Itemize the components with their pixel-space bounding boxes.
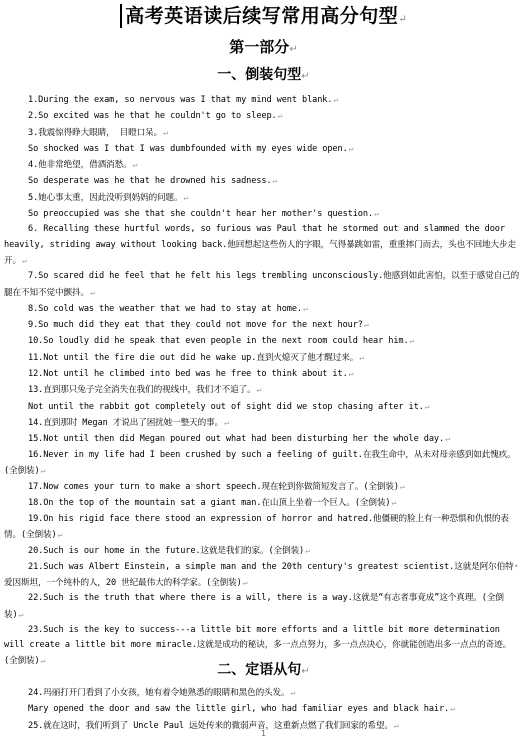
return-mark-icon: ↵ [163,127,168,137]
return-mark-icon: ↵ [40,656,46,666]
return-mark-icon: ↵ [409,336,415,346]
return-mark-icon: ↵ [348,143,354,153]
return-mark-icon: ↵ [391,498,397,508]
sentence-text: 9.So much did they eat that they could not move for the next hour? [28,320,363,331]
sentence-text: 6. Recalling these hurtful words, so furious was Paul that he stormed out and slammed the door heavily, striding away without looking back.他回想起这些伤人的字眼，气得暴跳如雷，重重摔门而去，头也不回地大步走开。 [4,224,517,266]
sentence-paragraph [4,141,520,157]
sentence-paragraph [4,173,520,189]
sentence-paragraph [4,685,520,701]
sentence-paragraph [4,190,520,206]
return-mark-icon: ↵ [398,14,407,25]
return-mark-icon: ↵ [348,369,354,379]
sentence-text: 17.Now comes your turn to make a short speech.现在轮到你做简短发言了。(全倒装) [28,482,399,493]
sentence-text: So desperate was he that he drowned his sadness. [28,176,272,187]
sentence-text: So shocked was I that I was dumbfounded with my eyes wide open. [28,143,348,154]
sentence-text: Not until the rabbit got completely out of sight did we stop chasing after it. [28,401,424,412]
return-mark-icon: ↵ [40,465,46,475]
sentence-text: 16.Never in my life had I been crushed by such a feeling of guilt.在我生命中，从未对母亲感到如此愧疚。(全倒装) [4,449,516,476]
return-mark-icon: ↵ [224,417,229,427]
sentence-paragraph [4,269,520,301]
sentence-paragraph [4,495,520,511]
return-mark-icon: ↵ [57,530,63,540]
section-heading-text: 二、定语从句 [217,662,302,678]
return-mark-icon: ↵ [301,666,310,677]
page-number: 1 [260,729,267,738]
sentence-text: 1.During the exam, so nervous was I that my mind went blank. [28,95,333,105]
sentence-paragraph [4,108,520,124]
sentence-paragraph [4,333,520,349]
return-mark-icon: ↵ [399,482,405,492]
return-mark-icon: ↵ [303,303,308,313]
sentence-text: 7.So scared did he feel that he felt his legs trembling unconsciously.他感到如此害怕，以至于感觉自己的腿在不知不觉中颤抖。 [4,271,520,298]
title-row [0,4,527,28]
return-mark-icon: ↵ [301,71,310,82]
sentence-text: 2.So excited was he that he couldn't go to sleep. [28,111,277,122]
sentence-paragraph [4,448,520,480]
return-mark-icon: ↵ [359,352,364,362]
section-heading-inversion [0,64,527,84]
sentence-text: 10.So loudly did he speak that even people in the next room could hear him. [28,336,409,347]
sentence-text: 11.Not until the fire die out did he wake up.直到火熄灭了他才醒过来。 [28,352,359,363]
sentence-paragraph [4,301,520,317]
return-mark-icon: ↵ [18,609,24,619]
sentence-paragraph [4,591,520,623]
sentence-text: 8.So cold was the weather that we had to stay at home. [28,303,302,314]
section-heading-attributive-clause [0,659,527,679]
section-heading-text: 一、倒装句型 [217,67,302,83]
sentence-text: 22.Such is the truth that where there is a will, there is a way.这就是“有志者事竟成”这个真理。(全倒装) [4,593,504,620]
return-mark-icon: ↵ [89,287,95,297]
return-mark-icon: ↵ [183,192,189,202]
sentence-paragraph [4,366,520,382]
sentence-text: 3.我震惊得睁大眼睛， 目瞪口呆。 [28,127,163,138]
return-mark-icon: ↵ [450,704,455,714]
sentence-paragraph [4,479,520,495]
part-heading [0,36,527,57]
sentence-text: 21.Such was Albert Einstein, a simple man and the 20th century's greatest scientist.这就是阿尔伯特·爱因斯坦，一个纯朴的人，20 世纪最伟大的科学家。(全倒装) [4,561,519,588]
sentence-text: 5.她心事太重，因此没听到妈妈的问题。 [28,192,183,203]
return-mark-icon: ↵ [272,176,278,186]
sentence-paragraph [4,206,520,222]
sentence-paragraph [4,382,520,398]
sentence-text: 18.On the top of the mountain sat a giant man.在山顶上坐着一个巨人。(全倒装) [28,498,391,509]
sentence-paragraph [4,222,520,269]
return-mark-icon: ↵ [242,577,248,587]
sentence-paragraph [4,415,520,431]
return-mark-icon: ↵ [289,44,298,55]
return-mark-icon: ↵ [374,209,379,219]
return-mark-icon: ↵ [393,720,399,730]
sentence-paragraph [4,399,520,415]
return-mark-icon: ↵ [363,320,369,330]
part-heading-text: 第一部分 [229,38,290,56]
sentence-paragraph [4,125,520,141]
sentence-text: 14.直到那时 Megan 才说出了困扰她一整天的事。 [28,417,224,428]
inversion-sentence-list [4,92,520,670]
sentence-paragraph [4,157,520,173]
sentence-paragraph [4,701,520,717]
return-mark-icon: ↵ [256,385,262,395]
sentence-paragraph [4,512,520,544]
sentence-text: 4.他非常绝望，借酒消愁。 [28,160,132,171]
return-mark-icon: ↵ [424,401,430,411]
document-title: 高考英语读后续写常用高分句型 [120,4,398,28]
return-mark-icon: ↵ [277,111,283,121]
sentence-text: 25.就在这时，我们听到了 Uncle Paul 远处传来的微弱声音，这重新点燃了我们回家的希望。 [28,720,393,731]
sentence-paragraph [4,560,520,592]
sentence-text: 24.玛丽打开门看到了小女孩，她有着令她熟悉的眼睛和黑色的头发。 [28,688,290,698]
sentence-text: 13.直到那只兔子完全消失在我们的视线中，我们才不追了。 [28,385,256,396]
attributive-sentence-list [4,685,520,734]
sentence-text: So preoccupied was she that she couldn't hear her mother's question. [28,209,374,220]
sentence-text: Mary opened the door and saw the little girl, who had familiar eyes and black hair. [28,704,450,715]
return-mark-icon: ↵ [22,255,27,265]
sentence-text: 12.Not until he climbed into bed was he free to think about it. [28,369,348,380]
sentence-paragraph [4,543,520,559]
sentence-paragraph [4,431,520,447]
sentence-paragraph [4,317,520,333]
sentence-text: 19.On his rigid face there stood an expression of horror and hatred.他僵硬的脸上有一种恐惧和仇恨的表情。(全倒装) [4,513,509,541]
return-mark-icon: ↵ [333,95,339,104]
return-mark-icon: ↵ [132,160,138,170]
sentence-paragraph [4,92,520,108]
sentence-text: 20.Such is our home in the future.这就是我们的家。(全倒装) [28,546,305,557]
return-mark-icon: ↵ [290,688,296,697]
return-mark-icon: ↵ [445,434,450,444]
return-mark-icon: ↵ [305,546,310,556]
sentence-text: 23.Such is the key to success---a little bit more efforts and a little bit more determination will create a little bit more miracle.这就是成功的秘诀，多一点点努力，多一点点决心，你就能创造出多一点点的奇迹。(全倒装) [4,624,512,667]
sentence-text: 15.Not until then did Megan poured out what had been disturbing her the whole day. [28,434,445,445]
sentence-paragraph [4,350,520,366]
